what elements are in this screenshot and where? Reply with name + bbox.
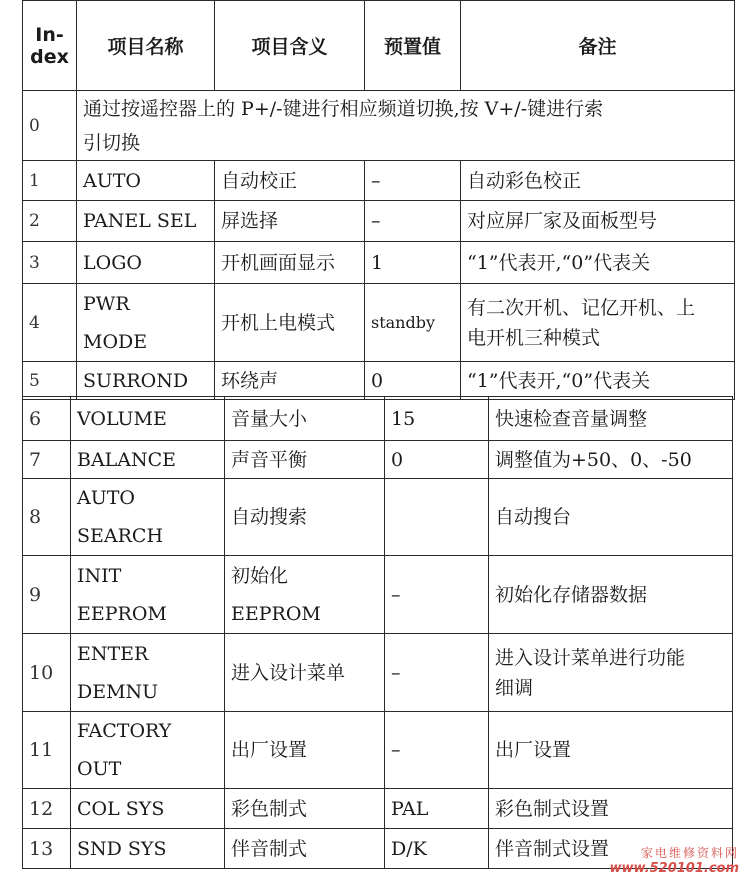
row-meaning-line2: EEPROM bbox=[231, 602, 321, 625]
row-remark-line2: 电开机三种模式 bbox=[467, 326, 601, 349]
row-preset: 1 bbox=[365, 242, 461, 284]
row-meaning: 彩色制式 bbox=[225, 789, 385, 829]
row-remark: 快速检查音量调整 bbox=[489, 397, 733, 441]
row-meaning bbox=[225, 556, 385, 634]
row0-text-line2: 引切换 bbox=[83, 131, 141, 154]
table-row bbox=[23, 634, 733, 712]
row-preset: – bbox=[385, 556, 489, 634]
table-row bbox=[23, 397, 733, 441]
watermark-title: 家电维修资料网 bbox=[640, 846, 739, 860]
row-name-line2: OUT bbox=[77, 758, 122, 780]
row-name bbox=[77, 284, 215, 362]
row-name-line1: INIT bbox=[77, 564, 122, 587]
row-index: 0 bbox=[23, 91, 77, 161]
row-remark: “1”代表开,“0”代表关 bbox=[461, 362, 735, 400]
row-index: 11 bbox=[23, 712, 71, 789]
header-index bbox=[23, 1, 77, 91]
row-remark-line2: 细调 bbox=[495, 676, 534, 699]
row-name-line2: SEARCH bbox=[77, 525, 164, 547]
row-name bbox=[71, 712, 225, 789]
row-meaning: 环绕声 bbox=[215, 362, 365, 400]
row-remark: 自动彩色校正 bbox=[461, 161, 735, 201]
header-row bbox=[23, 1, 735, 91]
row-preset: – bbox=[365, 201, 461, 242]
row-name: VOLUME bbox=[71, 397, 225, 441]
row-index: 1 bbox=[23, 161, 77, 201]
row-remark: 伴音制式设置 bbox=[489, 829, 733, 869]
row-index: 4 bbox=[23, 284, 77, 362]
row-meaning-line1: 初始化 bbox=[231, 564, 289, 587]
row-index: 9 bbox=[23, 556, 71, 634]
row-index: 2 bbox=[23, 201, 77, 242]
header-preset: 预置值 bbox=[365, 1, 461, 91]
row-meaning: 自动校正 bbox=[215, 161, 365, 201]
row-remark: 彩色制式设置 bbox=[489, 789, 733, 829]
header-name: 项目名称 bbox=[77, 1, 215, 91]
table-row bbox=[23, 284, 735, 362]
row-name bbox=[71, 634, 225, 712]
row-preset: – bbox=[365, 161, 461, 201]
row-name-line2: DEMNU bbox=[77, 680, 159, 703]
row-meaning: 进入设计菜单 bbox=[225, 634, 385, 712]
table-row bbox=[23, 91, 735, 161]
row-remark: “1”代表开,“0”代表关 bbox=[461, 242, 735, 284]
row-remark: 对应屏厂家及面板型号 bbox=[461, 201, 735, 242]
parameter-table-upper bbox=[22, 0, 735, 400]
table-row bbox=[23, 556, 733, 634]
row-preset: – bbox=[385, 712, 489, 789]
row-name: SND SYS bbox=[71, 829, 225, 869]
row0-merged-text bbox=[77, 91, 735, 161]
header-meaning: 项目含义 bbox=[215, 1, 365, 91]
header-index-line1: In- bbox=[35, 23, 64, 46]
row-name: LOGO bbox=[77, 242, 215, 284]
row-index: 8 bbox=[23, 479, 71, 556]
row-name: SURROND bbox=[77, 362, 215, 400]
row-index: 12 bbox=[23, 789, 71, 829]
row-remark bbox=[489, 634, 733, 712]
row-name: PANEL SEL bbox=[77, 201, 215, 242]
table-row bbox=[23, 201, 735, 242]
row-index: 6 bbox=[23, 397, 71, 441]
row-index: 10 bbox=[23, 634, 71, 712]
row-remark-line1: 有二次开机、记亿开机、上 bbox=[467, 296, 696, 319]
site-watermark bbox=[609, 844, 739, 876]
row-name: BALANCE bbox=[71, 441, 225, 479]
row-name: COL SYS bbox=[71, 789, 225, 829]
table-row bbox=[23, 789, 733, 829]
row-name-line1: AUTO bbox=[77, 487, 135, 509]
row-meaning: 出厂设置 bbox=[225, 712, 385, 789]
row-remark: 自动搜台 bbox=[489, 479, 733, 556]
row-meaning: 声音平衡 bbox=[225, 441, 385, 479]
row-name bbox=[71, 479, 225, 556]
row-name-line1: FACTORY bbox=[77, 720, 172, 742]
row-remark: 调整值为+50、0、-50 bbox=[489, 441, 733, 479]
row-preset: – bbox=[385, 634, 489, 712]
header-index-line2: dex bbox=[30, 45, 69, 68]
row-name-line1: PWR bbox=[83, 292, 130, 315]
table-row bbox=[23, 242, 735, 284]
watermark-url: www.520101.com bbox=[609, 861, 739, 876]
row-name-line2: MODE bbox=[83, 330, 148, 353]
table-row bbox=[23, 712, 733, 789]
table-row bbox=[23, 161, 735, 201]
row-index: 5 bbox=[23, 362, 77, 400]
row-name-line2: EEPROM bbox=[77, 602, 167, 625]
table-row bbox=[23, 441, 733, 479]
row-preset bbox=[385, 479, 489, 556]
row-preset: 15 bbox=[385, 397, 489, 441]
row-name bbox=[71, 556, 225, 634]
row-preset: 0 bbox=[365, 362, 461, 400]
row-index: 13 bbox=[23, 829, 71, 869]
row-meaning: 音量大小 bbox=[225, 397, 385, 441]
row-meaning: 伴音制式 bbox=[225, 829, 385, 869]
row-index: 3 bbox=[23, 242, 77, 284]
row-remark: 出厂设置 bbox=[489, 712, 733, 789]
row-remark bbox=[461, 284, 735, 362]
row-index: 7 bbox=[23, 441, 71, 479]
row0-text-line1: 通过按遥控器上的 P+/-键进行相应频道切换,按 V+/-键进行索 bbox=[83, 97, 604, 120]
row-meaning: 自动搜索 bbox=[225, 479, 385, 556]
parameter-table-lower bbox=[22, 396, 733, 869]
row-remark-line1: 进入设计菜单进行功能 bbox=[495, 646, 686, 669]
row-meaning: 开机上电模式 bbox=[215, 284, 365, 362]
row-meaning: 屏选择 bbox=[215, 201, 365, 242]
row-preset: standby bbox=[365, 284, 461, 362]
row-preset: D/K bbox=[385, 829, 489, 869]
row-remark: 初始化存储器数据 bbox=[489, 556, 733, 634]
table-row bbox=[23, 479, 733, 556]
table-row bbox=[23, 362, 735, 400]
row-preset: PAL bbox=[385, 789, 489, 829]
row-meaning: 开机画面显示 bbox=[215, 242, 365, 284]
row-name: AUTO bbox=[77, 161, 215, 201]
row-preset: 0 bbox=[385, 441, 489, 479]
header-remark: 备注 bbox=[461, 1, 735, 91]
row-name-line1: ENTER bbox=[77, 642, 149, 665]
